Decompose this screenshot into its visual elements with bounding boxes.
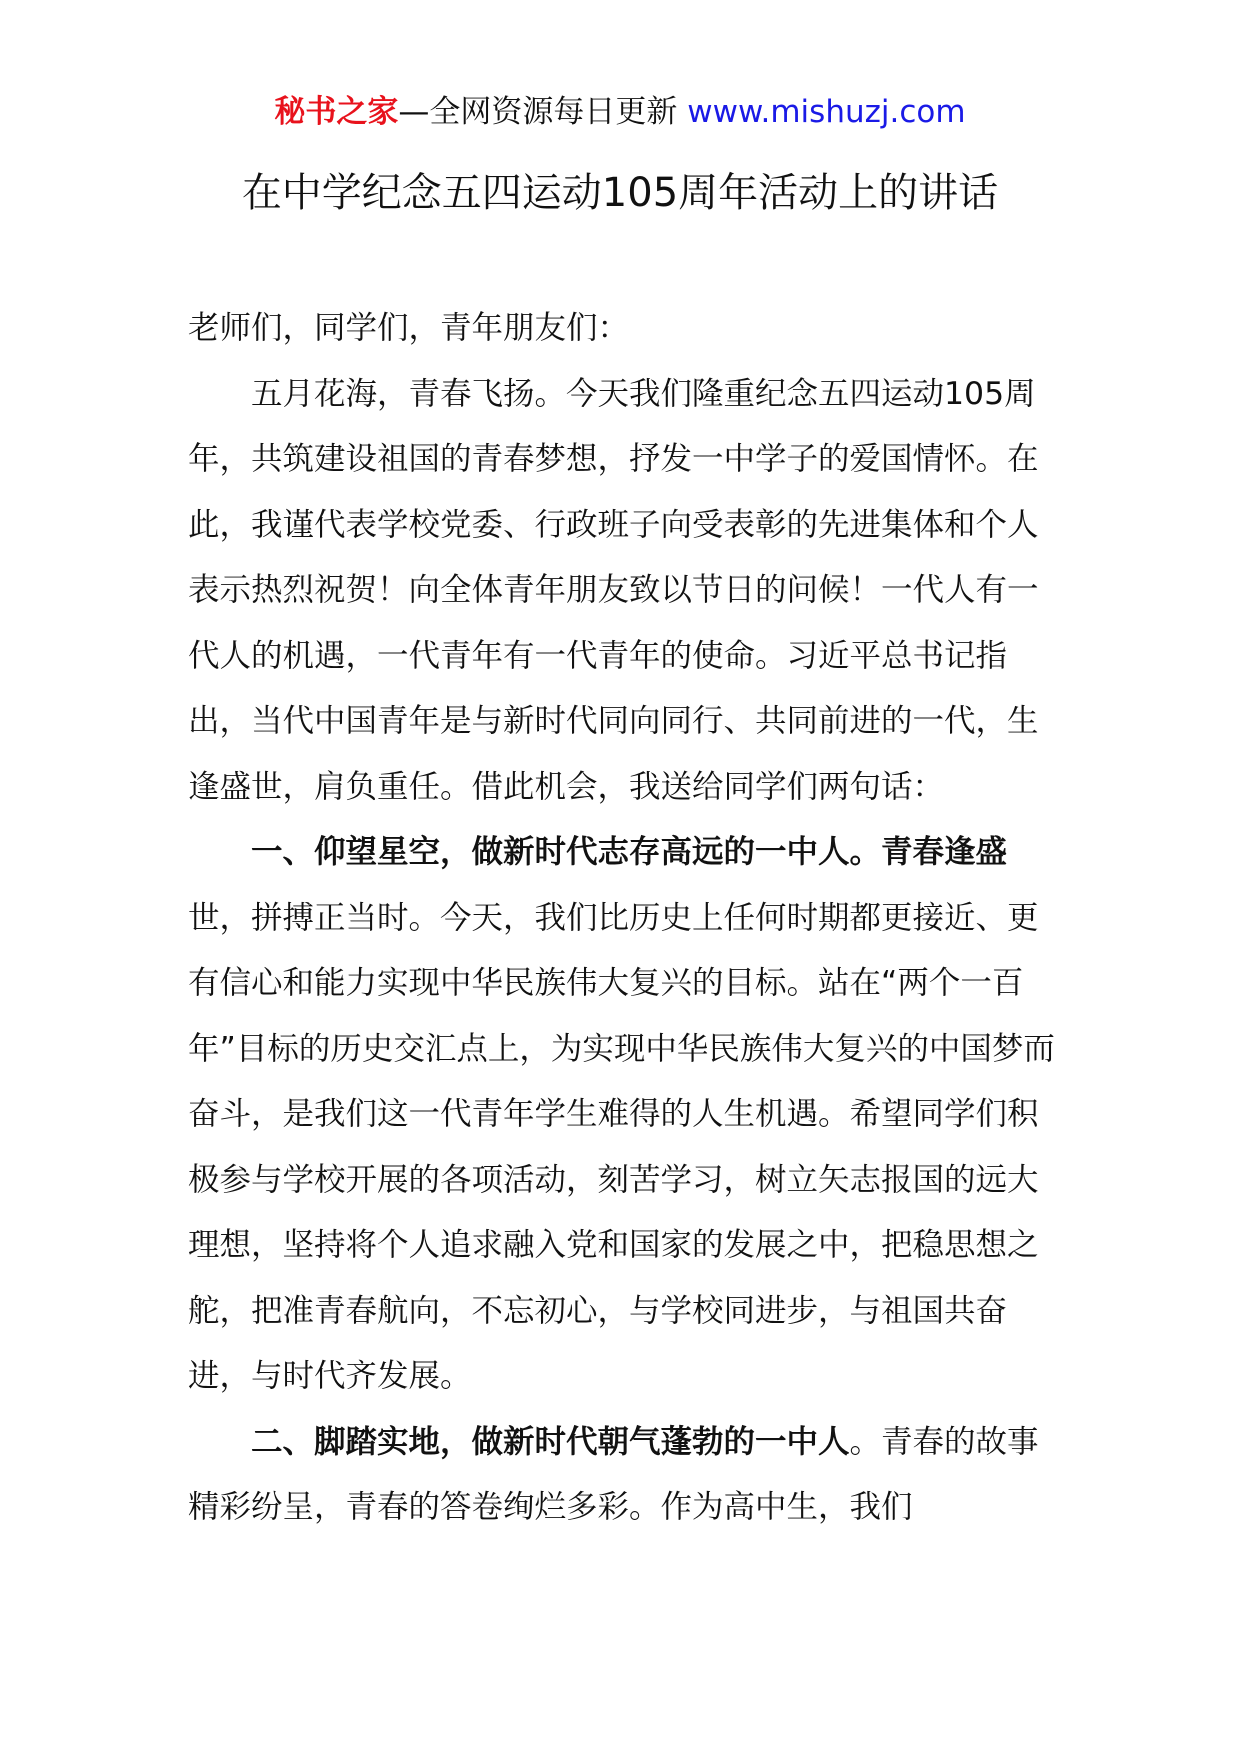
header-tagline: —全网资源每日更新 <box>398 94 688 130</box>
document-title: 在中学纪念五四运动105周年活动上的讲话 <box>241 170 999 216</box>
intro-paragraph: 五月花海，青春飞扬。今天我们隆重纪念五四运动105周年，共筑建设祖国的青春梦想，抒发一中学子的爱国情怀。在此，我谨代表学校党委、行政班子向受表彰的先进集体和个人表示热烈祝贺！向全体青年朋友致以节日的问候！一代人有一代人的机遇，一代青年有一代青年的使命。习近平总书记指出，当代中国青年是与新时代同向同行、共同前进的一代，生逢盛世，肩负重任。借此机会，我送给同学们两句话： <box>188 375 1039 805</box>
point-two-body: 。青春的故事精彩纷呈，青春的答卷绚烂多彩。作为高中生，我们 <box>188 1423 1039 1525</box>
point-two-paragraph <box>188 1410 1056 1541</box>
point-two-heading: 二、脚踏实地，做新时代朝气蓬勃的一中人 <box>251 1423 850 1460</box>
point-one-paragraph <box>188 820 1056 1410</box>
point-one-body: 世，拼搏正当时。今天，我们比历史上任何时期都更接近、更有信心和能力实现中华民族伟大复兴的目标。站在“两个一百年”目标的历史交汇点上，为实现中华民族伟大复兴的中国梦而奋斗，是我们这一代青年学生难得的人生机遇。希望同学们积极参与学校开展的各项活动，刻苦学习，树立矢志报国的远大理想，坚持将个人追求融入党和国家的发展之中，把稳思想之舵，把准青春航向，不忘初心，与学校同进步，与祖国共奋进，与时代齐发展。 <box>188 899 1055 1394</box>
site-header <box>0 92 1240 132</box>
document-body <box>188 296 1056 1541</box>
brand-name: 秘书之家 <box>274 94 399 130</box>
point-one-heading: 一、仰望星空，做新时代志存高远的一中人。青春逢盛 <box>251 834 1008 870</box>
site-url-link[interactable]: www.mishuzj.com <box>687 94 966 130</box>
salutation: 老师们，同学们，青年朋友们： <box>188 310 630 346</box>
